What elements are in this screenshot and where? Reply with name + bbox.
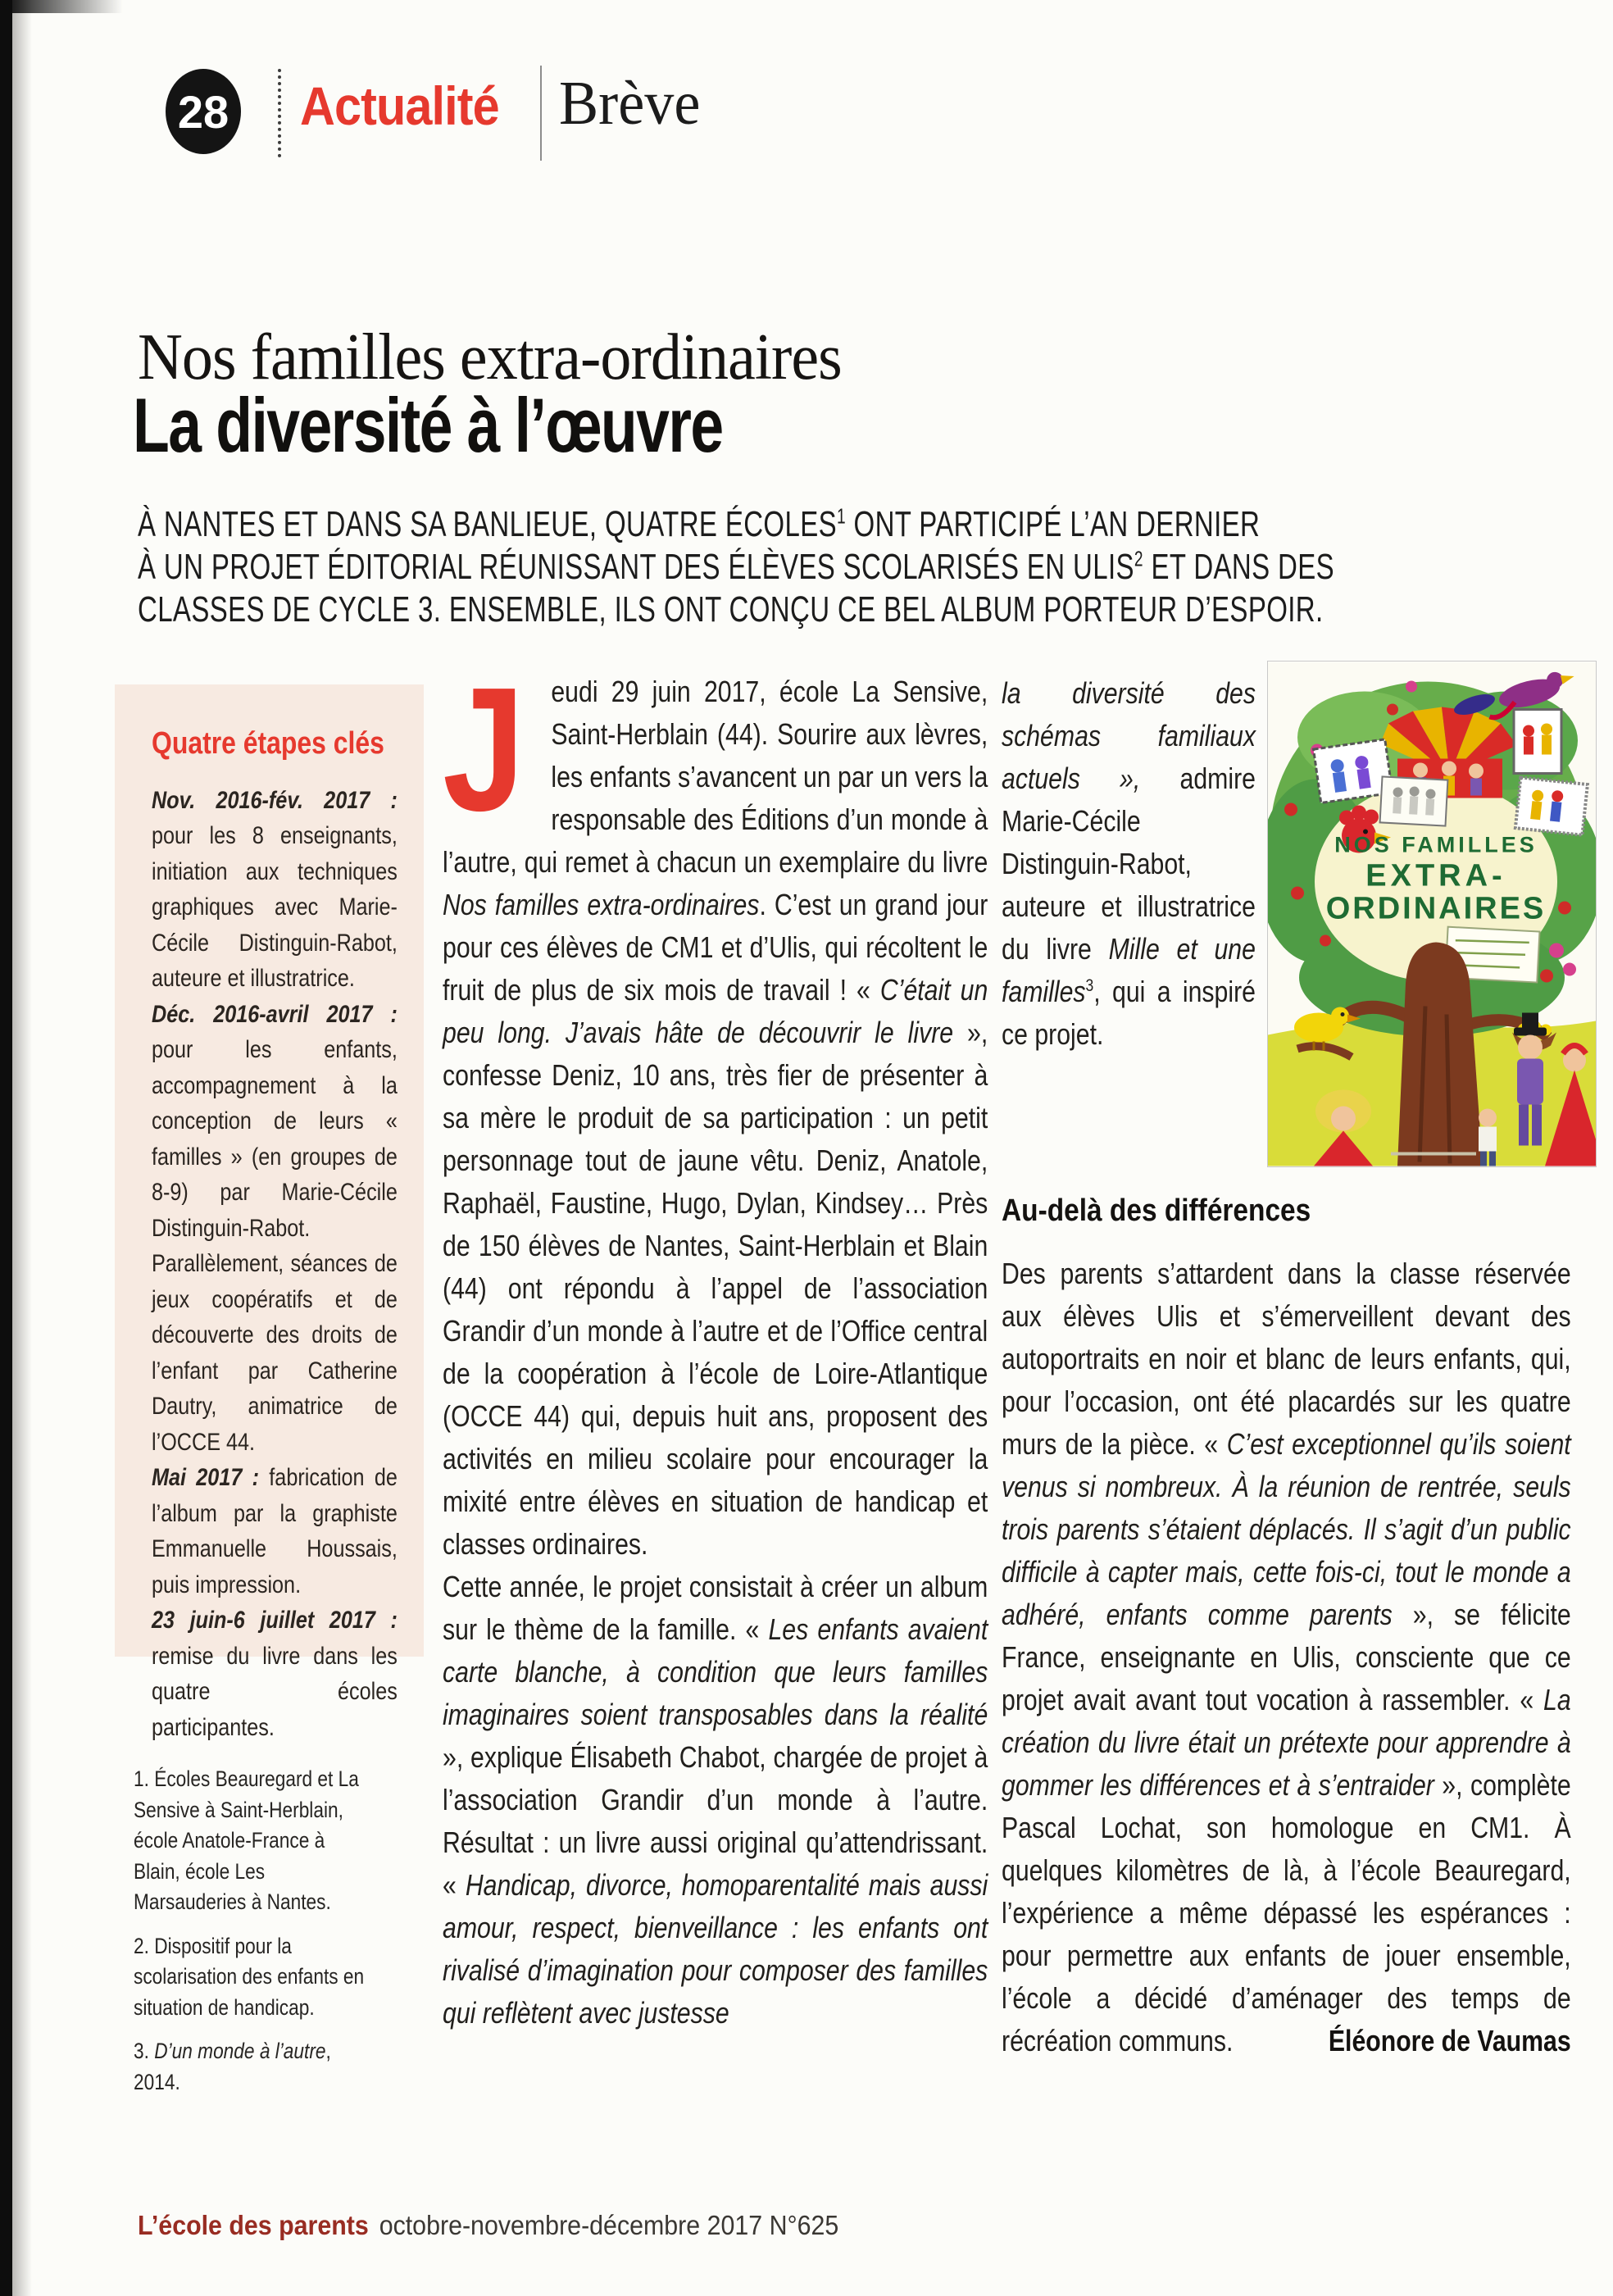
scan-edge-top <box>0 0 123 13</box>
cover-title-line3: ORDINAIRES <box>1325 891 1547 926</box>
page-footer <box>138 2210 967 2241</box>
scan-edge-shadow <box>12 0 32 2296</box>
paragraph-3: Des parents s’attardent dans la classe réservée aux élèves Ulis et s’émerveillent devant des autoportraits en noir et blanc de leurs enfants, qui, pour l’occasion, ont été placardés sur les quatre murs de la pièce. « C’est exceptionnel qu’ils soient venus si nombreux. À la réunion de rentrée, seuls trois parents s’étaient déplacés. Il s’agit d’un public difficile à capter mais, cette fois-ci, tout le monde a adhéré, enfants comme parents », se félicite France, enseignante en Ulis, consciente que ce projet avait avant tout vocation à rassembler. « La création du livre était un prétexte pour apprendre à gommer les différences et à s’entraider », complète Pascal Lochat, son homologue en CM1. À quelques kilomètres de là, à l’école Beauregard, l’expérience a même dépassé les espérances : pour permettre aux enfants de jouer ensemble, l’école a décidé d’aménager des temps de récréation communs. <box>1002 1257 1571 2057</box>
publisher-line <box>1391 1153 1476 1156</box>
article-column-2: la diversité des schémas familiaux actuels », admire Marie-Cécile Distinguin-Rabot, auteure et illustratrice du livre Mille et une familles$^3$, qui a inspiré ce projet. <box>1002 676 1256 1051</box>
page-number-badge <box>166 69 241 154</box>
header-dotted-divider <box>278 69 281 157</box>
section-heading: Au-delà des différences <box>1002 1193 1311 1228</box>
cover-title-line2: EXTRA- <box>1365 858 1506 893</box>
magazine-name: L’école des parents <box>138 2210 369 2240</box>
header-divider <box>540 66 542 161</box>
article-main-title: La diversité à l’œuvre <box>133 382 723 468</box>
rubric-label: Brève <box>559 69 701 138</box>
standfirst: À NANTES ET DANS SA BANLIEUE, QUATRE ÉCOLES$^1$ ONT PARTICIPÉ L’AN DERNIER À UN PROJET ÉDITORIAL RÉUNISSANT DES ÉLÈVES SCOLARISÉS EN ULIS$^2$ ET DANS DES CLASSES DE CYCLE 3. ENSEMBLE, ILS ONT CONÇU CE BEL ALBUM PORTEUR D’ESPOIR. <box>138 504 1335 630</box>
cover-title-line1: NOS FAMILLES <box>1334 832 1538 857</box>
article-kicker-title: Nos familles extra-ordinaires <box>138 321 842 393</box>
family-frame-3 <box>1514 710 1561 774</box>
key-steps-body: Nov. 2016-fév. 2017 : pour les 8 enseignants, initiation aux techniques graphiques avec Marie-Cécile Distinguin-Rabot, auteure et illustratrice. Déc. 2016-avril 2017 : pour les enfants, accompagnement à la conception de leurs « familles » (en groupes de 8-9) par Marie-Cécile Distinguin-Rabot. Parallèlement, séances de jeux coopératifs et de découverte des droits de l’enfant par Catherine Dautry, animatrice de l’OCCE 44. Mai 2017 : fabrication de l’album par la graphiste Emmanuelle Houssais, puis impression. 23 juin-6 juillet 2017 : remise du livre dans les quatre écoles participantes. <box>152 786 398 1741</box>
paragraph-1 <box>443 650 988 1566</box>
family-frame-1 <box>1314 739 1393 803</box>
paragraph-2: Cette année, le projet consistait à créer un album sur le thème de la famille. « Les enfants avaient carte blanche, à condition que leurs familles imaginaires soient transposables dans la réalité », explique Élisabeth Chabot, chargée de projet à l’association Grandir d’un monde à l’autre. Résultat : un livre aussi original qu’attendrissant. « Handicap, divorce, homoparentalité mais aussi amour, respect, bienveillance : les enfants ont rivalisé d’imagination pour composer des familles qui reflètent avec justesse <box>443 1570 988 2030</box>
book-cover-image <box>1267 661 1597 1167</box>
family-frame-4 <box>1515 777 1588 834</box>
scan-edge-left <box>0 0 12 2296</box>
page-number: 28 <box>177 85 229 138</box>
issue-info: octobre-novembre-décembre 2017 N°625 <box>379 2210 839 2240</box>
footnotes <box>134 1764 371 2111</box>
paragraph-1-text: eudi 29 juin 2017, école La Sensive, Saint-Herblain (44). Sourire aux lèvres, les enfants s’avancent un par un vers la responsable des Éditions d’un monde à l’autre, qui remet à chacun un exemplaire du livre Nos familles extra-ordinaires. C’est un grand jour pour ces élèves de CM1 et d’Ulis, qui récoltent le fruit de plus de six mois de travail ! « C’était un peu long. J’avais hâte de découvrir le livre », confesse Deniz, 10 ans, très fier de présenter à sa mère le produit de sa participation : un petit personnage tout de jaune vêtu. Deniz, Anatole, Raphaël, Faustine, Hugo, Dylan, Kindsey… Près de 150 élèves de Nantes, Saint-Herblain et Blain (44) ont répondu à l’appel de l’association Grandir d’un monde à l’autre et de l’Office central de la coopération à l’école de Loire-Atlantique (OCCE 44) qui, depuis huit ans, proposent des activités en milieu scolaire pour encourager la mixité entre élèves en situation de handicap et classes ordinaires. <box>443 675 988 1561</box>
key-steps-box <box>115 684 424 1741</box>
family-frame-2 <box>1380 776 1448 825</box>
footnote-1: 1. Écoles Beauregard et La Sensive à Saint-Herblain, école Anatole-France à Blain, école Les Marsauderies à Nantes. <box>134 1766 359 1914</box>
section-label: Actualité <box>300 75 499 136</box>
dropcap-letter: J <box>443 650 525 848</box>
book-cover-illustration <box>1268 662 1596 1166</box>
footnote-2: 2. Dispositif pour la scolarisation des enfants en situation de handicap. <box>134 1933 365 2020</box>
article-column-1 <box>443 650 988 2035</box>
byline: Éléonore de Vaumas <box>1328 2024 1571 2057</box>
key-steps-title: Quatre étapes clés <box>152 726 384 761</box>
article-column-3 <box>1002 1253 1571 2062</box>
footnote-3: 3. D’un monde à l’autre, 2014. <box>134 2039 331 2094</box>
